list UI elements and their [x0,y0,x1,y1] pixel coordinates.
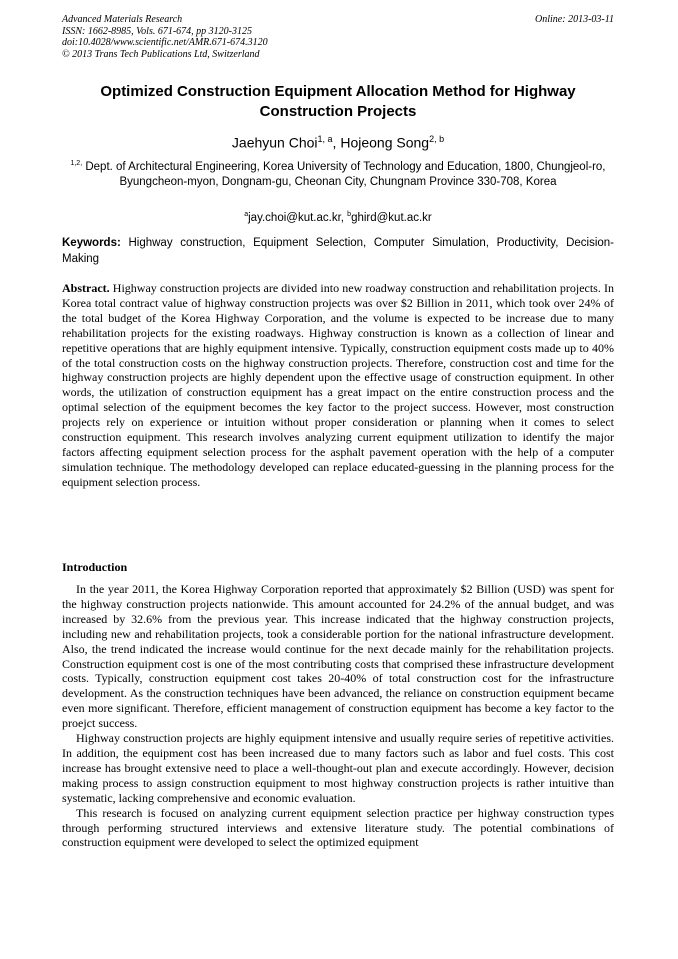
abstract-label: Abstract. [62,281,110,295]
keywords-block [62,236,614,267]
affiliation [62,156,614,191]
issn-line: ISSN: 1662-8985, Vols. 671-674, pp 3120-3125 [62,25,252,37]
email-separator: , [340,211,348,224]
affiliation-superscript: 1,2, [70,160,83,167]
keywords-label: Keywords: [62,237,121,249]
abstract-block [62,281,614,490]
keywords-text: Highway construction, Equipment Selection, Computer Simulation, Productivity, Decision-Making [62,237,614,265]
abstract-text: Highway construction projects are divided into new roadway construction and rehabilitation projects. In Korea total contract value of highway construction projects was over $2 Billion in 2011, which took over 24% of the total budget of the Korea Highway Corporation, and the volume is expected to be increase due to many rehabilitation projects for the existing roadways. Highway construction is known as a collection of linear and repetitive operations that are highly equipment intensive. Typically, construction equipment costs made up to 40% of the total construction costs on the highway construction projects. Therefore, construction cost and time for the highway construction projects are highly dependent upon the effective usage of construction equipment. In other words, the utilization of construction equipment has a great impact on the entire construction process and the optimal selection of the equipment becomes the key factor to the project success. However, most construction projects rely on experience or intuition without proper consideration or planning when it comes to select construction equipment. This research involves analyzing current equipment utilization to identify the major factors affecting equipment selection process for the asphalt pavement operation with the help of a computer simulation technique. The methodology developed can replace educated-guessing in the planning process for the equipment selection process. [62,281,614,489]
paper-title: Optimized Construction Equipment Allocation Method for Highway Construction Projects [100,83,576,120]
author-name: Hojeong Song [340,134,430,151]
body-paragraph: In the year 2011, the Korea Highway Corporation reported that approximately $2 Billion (USD) was spent for the highway construction projects nationwide. This amount accounted for 24.2% of the annual budget, and was increased by 32.6% from the previous year. This increase indicated that the highway construction projects, including new and rehabilitation projects, took a considerable portion for the national infrastructure development. Also, the trend indicated the increase would continue for the next decade mainly for the rehabilitation projects. Construction equipment cost is one of the most contributing costs that comprised these infrastructure development costs. Typically, construction equipment cost takes 20-40% of total construction cost for the infrastructure development. As the construction techniques have been advanced, the reliance on construction equipment became even more significant. Therefore, efficient management of construction equipment has become a key factor to the proejct success. [62,582,614,731]
copyright-line: © 2013 Trans Tech Publications Ltd, Switzerland [62,48,260,60]
body-paragraph: This research is focused on analyzing current equipment selection practice per highway construction types through performing structured interviews and extensive literature study. The potential combinations of construction equipment were developed to select the optimized equipment [62,805,614,850]
email-link[interactable]: ghird@kut.ac.kr [351,211,432,224]
journal-name: Advanced Materials Research [62,14,183,25]
introduction-body [62,582,614,850]
author-list [62,130,614,152]
email-superscript: a [244,211,249,218]
doi-line: doi:10.4028/www.scientific.net/AMR.671-674.3120 [62,37,268,48]
journal-header [62,14,614,60]
email-link[interactable]: jay.choi@kut.ac.kr [248,211,341,224]
author-separator: , [332,134,341,151]
author-superscript: 1, a [317,134,333,144]
online-date: Online: 2013-03-11 [535,14,614,25]
email-superscript: b [347,211,352,218]
author-superscript: 2, b [429,134,445,144]
body-paragraph: Highway construction projects are highly equipment intensive and usually require series of repetitive activities. In addition, the equipment cost has been increased due to many factors such as labor and fuel costs. This cost increase has brought extensive need to place a well-thought-out plan and execute accordingly. However, decision making process to assign construction equipment to most highway construction projects is rather intuitive than systematic, lacking comprehensive and economic evaluation. [62,731,614,805]
author-emails [62,207,614,226]
section-heading-introduction: Introduction [62,560,128,574]
author-name: Jaehyun Choi [231,134,318,151]
affiliation-text: Dept. of Architectural Engineering, Korea University of Technology and Education, 1800, Chungjeol-ro, Byungcheon-myon, Dongnam-gu, Cheonan City, Chungnam Province 330-708, Korea [82,160,606,189]
